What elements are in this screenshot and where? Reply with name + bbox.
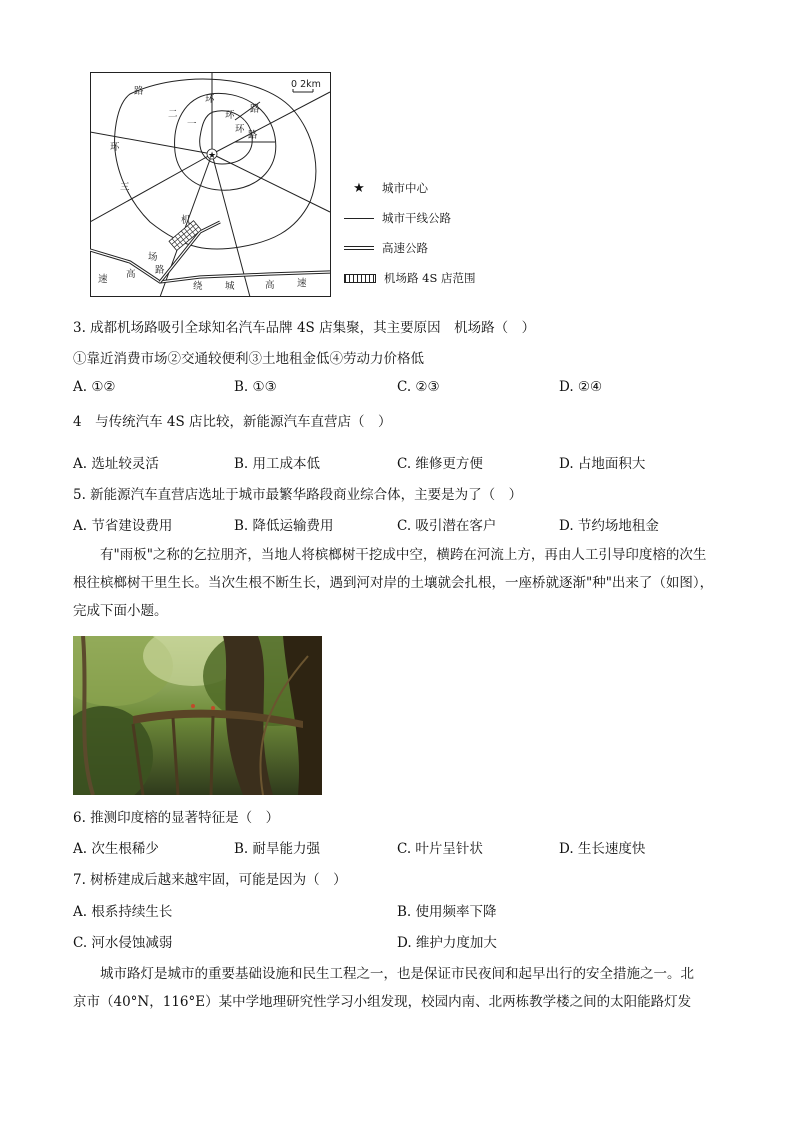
svg-text:三: 三 bbox=[120, 182, 130, 193]
q6-option-c[interactable]: C. 叶片呈针状 bbox=[397, 841, 483, 857]
q4-option-d[interactable]: D. 占地面积大 bbox=[559, 456, 646, 472]
root-bridge-photo bbox=[73, 636, 322, 795]
q4-option-a[interactable]: A. 选址较灵活 bbox=[73, 456, 159, 472]
q4-stem: 4 与传统汽车 4S 店比较，新能源汽车直营店（ ） bbox=[73, 414, 392, 430]
root-bridge-photo-svg bbox=[73, 636, 322, 795]
legend-city-center: ★ 城市中心 bbox=[344, 180, 428, 196]
svg-text:二: 二 bbox=[168, 109, 178, 120]
road-map-svg bbox=[90, 72, 331, 297]
q6-option-d[interactable]: D. 生长速度快 bbox=[559, 841, 646, 857]
svg-text:高: 高 bbox=[265, 280, 275, 291]
legend-expressway: 高速公路 bbox=[344, 240, 428, 256]
svg-text:高: 高 bbox=[126, 269, 136, 280]
q6-option-a[interactable]: A. 次生根稀少 bbox=[73, 841, 159, 857]
q5-option-b[interactable]: B. 降低运输费用 bbox=[234, 518, 334, 534]
svg-text:绕: 绕 bbox=[193, 281, 203, 292]
map-scale-label: 0 2km bbox=[291, 79, 321, 90]
svg-text:一: 一 bbox=[187, 119, 197, 130]
svg-text:环: 环 bbox=[225, 110, 235, 121]
q7-option-a[interactable]: A. 根系持续生长 bbox=[73, 904, 173, 920]
city-center-star: ★ bbox=[208, 151, 217, 161]
q5-option-c[interactable]: C. 吸引潜在客户 bbox=[397, 518, 497, 534]
passage1-line3: 完成下面小题。 bbox=[73, 603, 168, 619]
svg-text:环: 环 bbox=[205, 94, 215, 105]
star-icon: ★ bbox=[353, 180, 365, 196]
svg-text:环: 环 bbox=[110, 142, 120, 153]
q3-option-c[interactable]: C. ②③ bbox=[397, 379, 440, 395]
hatched-rect-icon bbox=[344, 274, 376, 283]
q7-stem: 7. 树桥建成后越来越牢固，可能是因为（ ） bbox=[73, 872, 347, 888]
q7-option-b[interactable]: B. 使用频率下降 bbox=[397, 904, 497, 920]
svg-text:城: 城 bbox=[225, 281, 235, 292]
q5-option-a[interactable]: A. 节省建设费用 bbox=[73, 518, 173, 534]
q7-option-d[interactable]: D. 维护力度加大 bbox=[397, 935, 497, 951]
passage-street-lights bbox=[73, 960, 733, 1016]
q5-stem: 5. 新能源汽车直营店选址于城市最繁华路段商业综合体，主要是为了（ ） bbox=[73, 487, 523, 503]
svg-text:机: 机 bbox=[181, 215, 191, 226]
q3-option-d[interactable]: D. ②④ bbox=[559, 379, 603, 395]
legend-airport-4s: 机场路 4S 店范围 bbox=[344, 270, 476, 286]
q4-option-b[interactable]: B. 用工成本低 bbox=[234, 456, 321, 472]
passage1-line1: 有"雨板"之称的乞拉朋齐，当地人将槟榔树干挖成中空，横跨在河流上方，再由人工引导印度榕的次生 bbox=[100, 547, 707, 563]
solid-line-icon bbox=[344, 218, 374, 219]
svg-text:环: 环 bbox=[235, 124, 245, 135]
q3-option-b[interactable]: B. ①③ bbox=[234, 379, 277, 395]
svg-text:路: 路 bbox=[134, 86, 144, 97]
q3-stem: 3. 成都机场路吸引全球知名汽车品牌 4S 店集聚，其主要原因 机场路（ ） bbox=[73, 320, 536, 336]
passage2-line1: 城市路灯是城市的重要基础设施和民生工程之一，也是保证市民夜间和起早出行的安全措施之一。北 bbox=[100, 966, 694, 982]
passage-living-root-bridge bbox=[73, 541, 733, 625]
q4-option-c[interactable]: C. 维修更方便 bbox=[397, 456, 483, 472]
svg-text:场: 场 bbox=[148, 252, 158, 263]
q3-factors: ①靠近消费市场②交通较便利③土地租金低④劳动力价格低 bbox=[73, 351, 424, 367]
legend-arterial-road: 城市干线公路 bbox=[344, 210, 451, 226]
road-map-figure bbox=[90, 72, 331, 297]
q3-option-a[interactable]: A. ①② bbox=[73, 379, 116, 395]
svg-text:路: 路 bbox=[248, 130, 258, 141]
passage1-line2: 根往槟榔树干里生长。当次生根不断生长，遇到河对岸的土壤就会扎根，一座桥就逐渐"种"出来了（如图）， bbox=[73, 575, 714, 591]
q7-option-c[interactable]: C. 河水侵蚀减弱 bbox=[73, 935, 173, 951]
svg-text:路: 路 bbox=[155, 265, 165, 276]
svg-text:路: 路 bbox=[250, 104, 260, 115]
double-line-icon bbox=[344, 246, 374, 250]
svg-text:速: 速 bbox=[98, 274, 108, 285]
q5-option-d[interactable]: D. 节约场地租金 bbox=[559, 518, 659, 534]
passage2-line2: 京市（40°N，116°E）某中学地理研究性学习小组发现，校园内南、北两栋教学楼之间的太阳能路灯发 bbox=[73, 994, 692, 1010]
svg-text:速: 速 bbox=[297, 278, 307, 289]
q6-option-b[interactable]: B. 耐旱能力强 bbox=[234, 841, 321, 857]
q6-stem: 6. 推测印度榕的显著特征是（ ） bbox=[73, 810, 280, 826]
